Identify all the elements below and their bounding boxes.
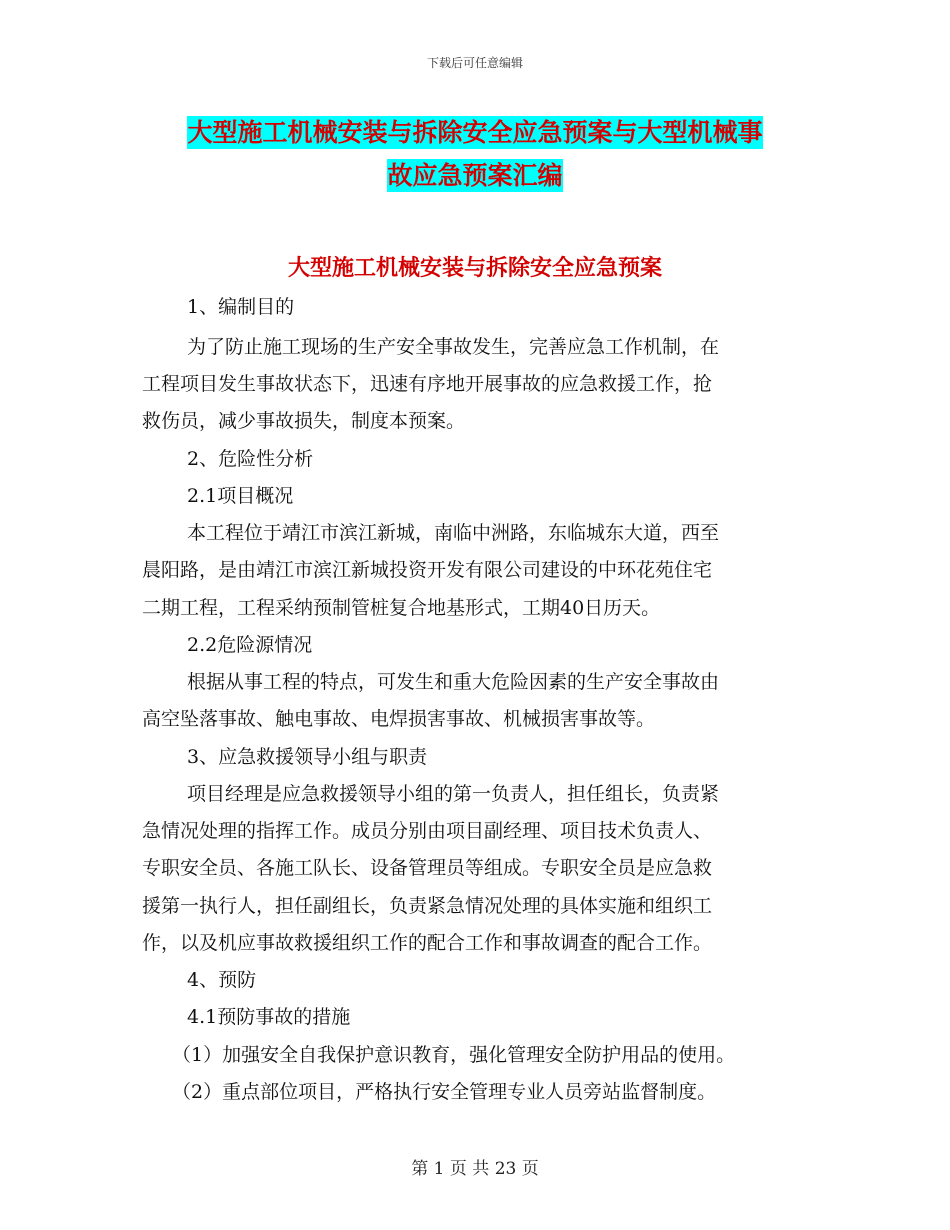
- paragraph-line: 援第一执行人，担任副组长，负责紧急情况处理的具体实施和组织工: [142, 895, 713, 917]
- section-subtitle: 大型施工机械安装与拆除安全应急预案: [287, 256, 662, 281]
- document-title-line-2: 故应急预案汇编: [387, 161, 563, 190]
- paragraph-line: 根据从事工程的特点，可发生和重大危险因素的生产安全事故由: [187, 671, 720, 693]
- paragraph-line: 为了防止施工现场的生产安全事故发生，完善应急工作机制，在: [187, 336, 720, 358]
- page-number-footer: 第 1 页 共 23 页: [411, 1159, 539, 1179]
- list-item: （1）加强安全自我保护意识教育，强化管理安全防护用品的使用。: [172, 1044, 736, 1066]
- paragraph-line: 工程项目发生事故状态下，迅速有序地开展事故的应急救援工作，抢: [142, 373, 713, 395]
- paragraph-line: 急情况处理的指挥工作。成员分别由项目副经理、项目技术负责人、: [142, 820, 713, 842]
- paragraph-line: 本工程位于靖江市滨江新城，南临中洲路，东临城东大道，西至: [187, 522, 720, 544]
- page-header-note: 下载后可任意编辑: [426, 56, 523, 70]
- heading-3: 3、应急救援领导小组与职责: [187, 746, 428, 768]
- paragraph-line: 二期工程，工程采纳预制管桩复合地基形式，工期40日历天。: [142, 597, 661, 619]
- heading-2: 2、危险性分析: [187, 448, 314, 470]
- list-item: （2）重点部位项目，严格执行安全管理专业人员旁站监督制度。: [172, 1081, 717, 1103]
- paragraph-line: 专职安全员、各施工队长、设备管理员等组成。专职安全员是应急救: [142, 857, 713, 879]
- heading-2-1: 2.1项目概况: [187, 485, 294, 507]
- document-title-line-1: 大型施工机械安装与拆除安全应急预案与大型机械事: [187, 118, 763, 147]
- heading-2-2: 2.2危险源情况: [187, 634, 313, 656]
- paragraph-line: 作，以及机应事故救援组织工作的配合工作和事故调查的配合工作。: [142, 932, 713, 954]
- heading-4-1: 4.1预防事故的措施: [187, 1006, 351, 1028]
- paragraph-line: 高空坠落事故、触电事故、电焊损害事故、机械损害事故等。: [142, 708, 656, 730]
- paragraph-line: 救伤员，减少事故损失，制度本预案。: [142, 410, 466, 432]
- heading-4: 4、预防: [187, 969, 257, 991]
- paragraph-line: 晨阳路，是由靖江市滨江新城投资开发有限公司建设的中环花苑住宅: [142, 559, 713, 581]
- paragraph-line: 项目经理是应急救援领导小组的第一负责人，担任组长，负责紧: [187, 783, 720, 805]
- heading-1: 1、编制目的: [187, 296, 295, 318]
